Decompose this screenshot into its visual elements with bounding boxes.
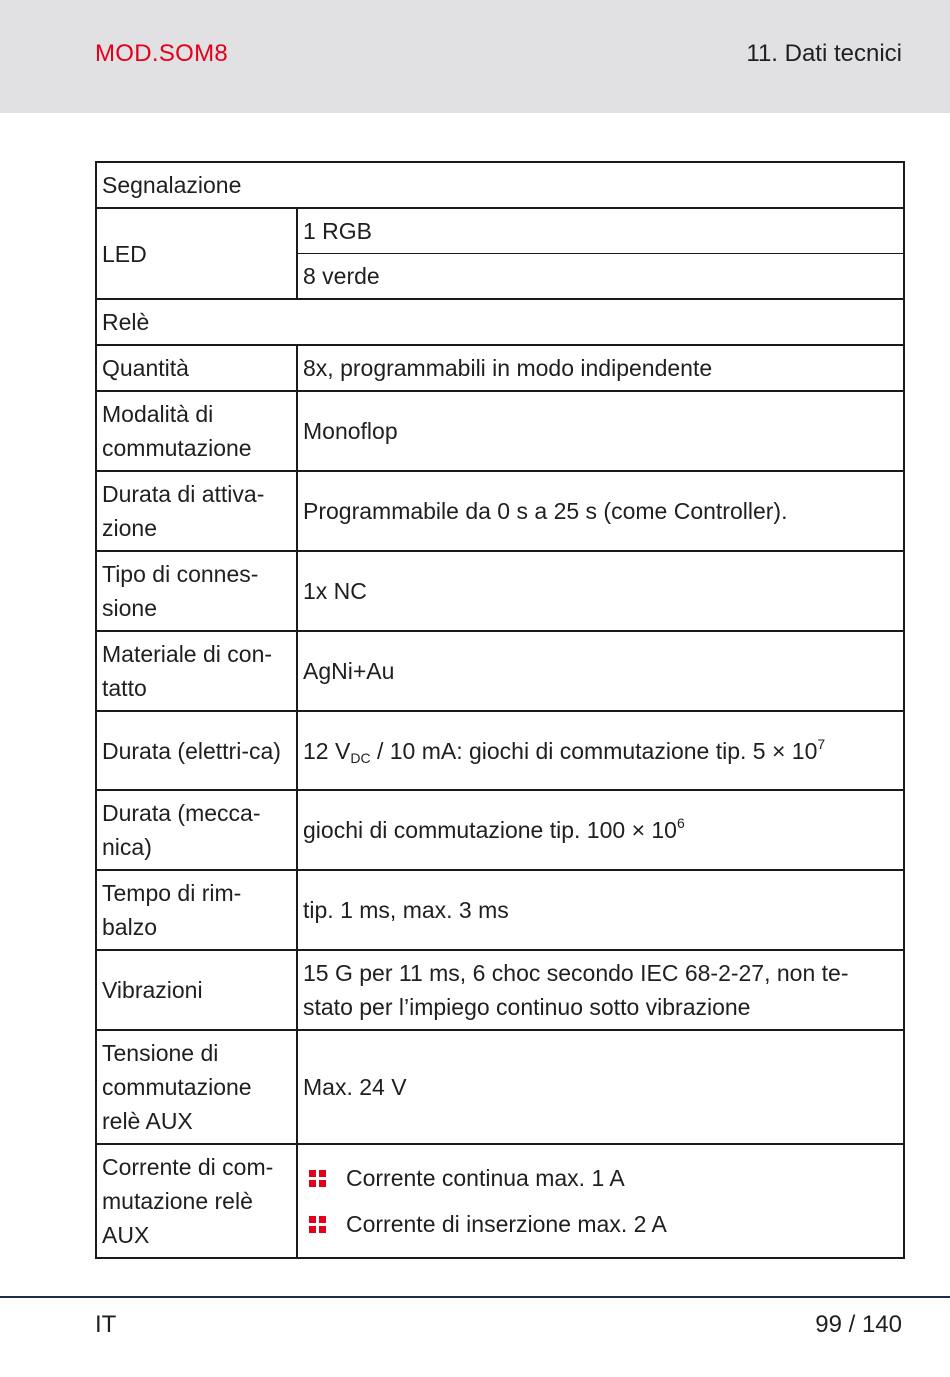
list-item — [303, 1155, 898, 1201]
row-value: Max. 24 V — [297, 1030, 904, 1144]
row-value: AgNi+Au — [297, 631, 904, 711]
exponent: 7 — [817, 735, 826, 752]
table-row — [96, 345, 904, 391]
section-heading: Segnalazione — [96, 162, 904, 208]
table-row — [96, 551, 904, 631]
row-value — [297, 1144, 904, 1258]
exponent: 6 — [676, 815, 685, 831]
table-row — [96, 471, 904, 551]
table-row — [96, 950, 904, 1030]
list-item — [303, 1201, 898, 1247]
row-value: 1x NC — [297, 551, 904, 631]
table-row — [96, 208, 904, 254]
row-value: tip. 1 ms, max. 3 ms — [297, 870, 904, 950]
footer-divider — [0, 1296, 950, 1298]
row-label: Tipo di connes-sione — [96, 551, 297, 631]
row-label: Durata (mecca-nica) — [96, 790, 297, 870]
row-value: Programmabile da 0 s a 25 s (come Controller). — [297, 471, 904, 551]
row-value: 1 RGB — [297, 208, 904, 254]
row-value: 8 verde — [297, 254, 904, 300]
brand-title: MOD.SOM8 — [95, 40, 229, 67]
page-header — [0, 0, 950, 113]
table-row — [96, 711, 904, 790]
voltage-subscript: DC — [350, 749, 371, 766]
table-row — [96, 1144, 904, 1258]
row-label: Durata (elettri-ca) — [96, 711, 297, 790]
row-value: 8x, programmabili in modo indipendente — [297, 345, 904, 391]
mechanical-life-text: giochi di commutazione tip. 100 × 10 — [303, 817, 677, 843]
row-label: Corrente di com-mutazione relè AUX — [96, 1144, 297, 1258]
technical-data-table — [95, 161, 905, 1259]
row-label: Tempo di rim-balzo — [96, 870, 297, 950]
row-label: Durata di attiva-zione — [96, 471, 297, 551]
four-squares-bullet-icon — [309, 1216, 326, 1233]
current-list — [303, 1155, 898, 1247]
section-row-relay — [96, 299, 904, 345]
chapter-title: 11. Dati tecnici — [746, 40, 902, 67]
row-label: Materiale di con-tatto — [96, 631, 297, 711]
table-row — [96, 631, 904, 711]
electrical-life-text: / 10 mA: giochi di commutazione tip. 5 × 10 — [370, 737, 818, 764]
footer-language: IT — [95, 1311, 117, 1338]
row-value — [297, 790, 904, 870]
row-label: Quantità — [96, 345, 297, 391]
section-heading: Relè — [96, 299, 904, 345]
table-row — [96, 790, 904, 870]
table-row — [96, 1030, 904, 1144]
row-value — [297, 711, 904, 790]
table-row — [96, 870, 904, 950]
four-squares-bullet-icon — [309, 1170, 326, 1187]
row-value: 15 G per 11 ms, 6 choc secondo IEC 68-2-27, non te-stato per l’impiego continuo sotto vibrazione — [297, 950, 904, 1030]
section-row-signal — [96, 162, 904, 208]
page-number: 99 / 140 — [815, 1311, 902, 1338]
list-item-text: Corrente di inserzione max. 2 A — [346, 1211, 667, 1237]
list-item-text: Corrente continua max. 1 A — [346, 1165, 625, 1191]
table-row — [96, 391, 904, 471]
row-label: Vibrazioni — [96, 950, 297, 1030]
row-label: Tensione di commutazione relè AUX — [96, 1030, 297, 1144]
voltage-text: 12 V — [303, 737, 351, 764]
row-label: LED — [96, 208, 297, 299]
row-value: Monoflop — [297, 391, 904, 471]
row-label: Modalità di commutazione — [96, 391, 297, 471]
